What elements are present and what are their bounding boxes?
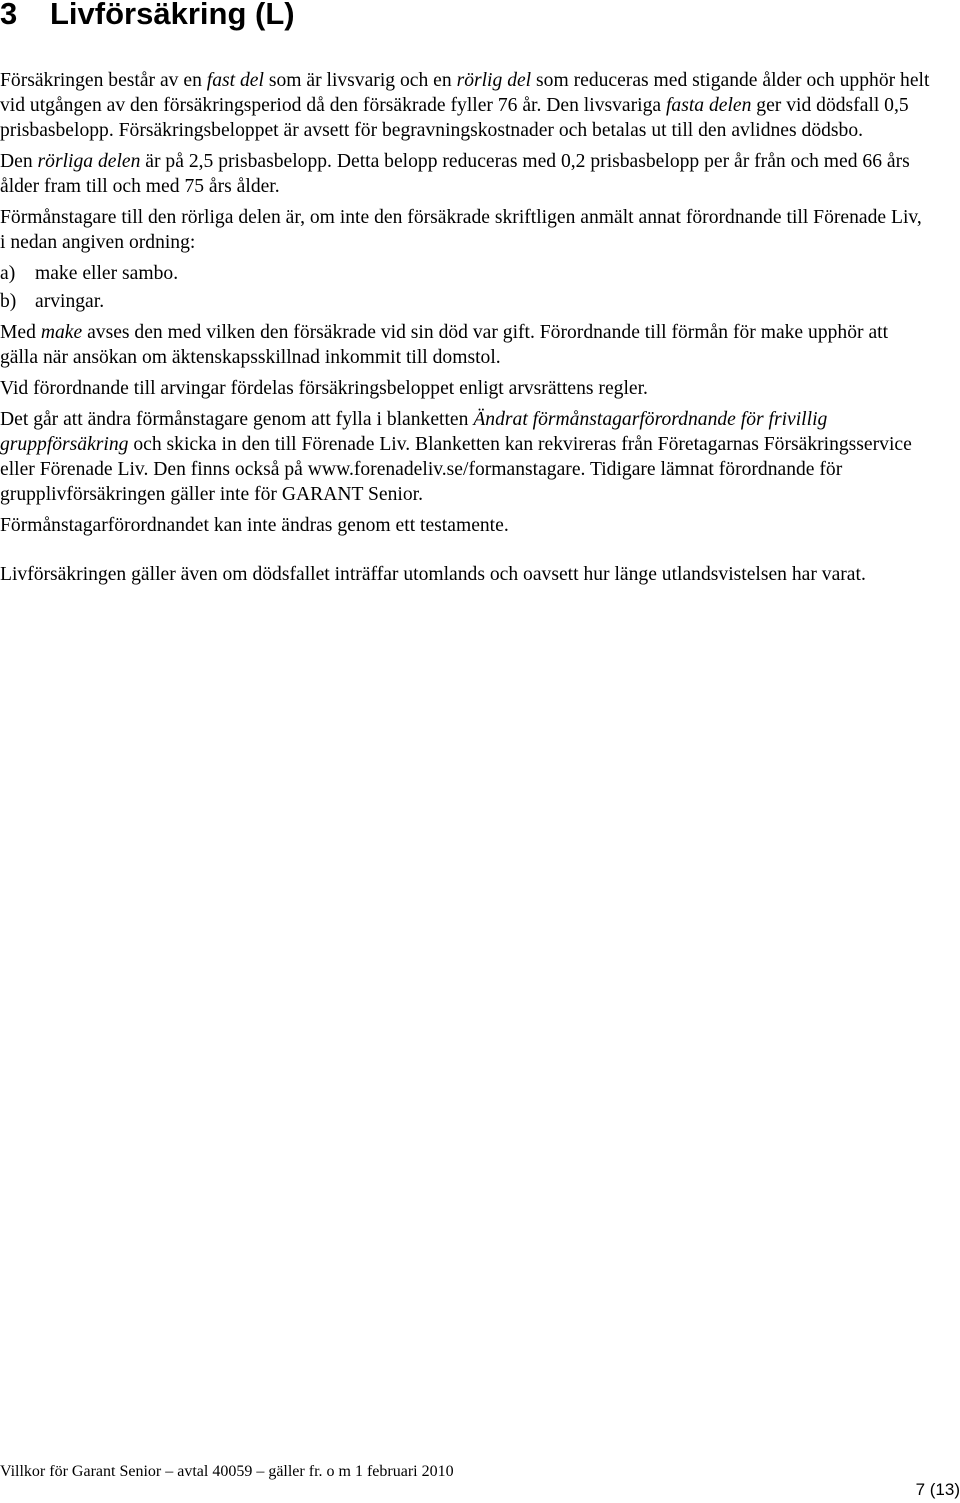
document-body	[0, 68, 930, 593]
list-item-text: arvingar.	[35, 291, 105, 312]
text-run: Med	[0, 322, 41, 343]
section-number: 3	[0, 0, 18, 31]
paragraph-testament: Förmånstagarförordnandet kan inte ändras genom ett testamente.	[0, 515, 509, 536]
emphasis-rorlig-del: rörlig del	[456, 70, 532, 91]
emphasis-fast-del: fast del	[206, 70, 264, 91]
page-number: 7 (13)	[915, 1480, 960, 1499]
emphasis-fasta-delen: fasta delen	[665, 95, 752, 116]
text-run: Den	[0, 151, 38, 172]
list-marker: a)	[0, 263, 16, 284]
paragraph-heirs-distribution: Vid förordnande till arvingar fördelas försäkringsbeloppet enligt arvsrättens regler.	[0, 378, 648, 399]
text-run: Det går att ändra förmånstagare genom att fylla i blanketten	[0, 409, 474, 430]
text-run: Försäkringen består av en	[0, 70, 207, 91]
section-heading	[0, 0, 295, 34]
paragraph-variable-part	[0, 149, 930, 199]
text-run: som är livsvarig och en	[263, 70, 457, 91]
text-run: som reduceras med stigande ålder och upphör helt vid utgången av den försäkringsperiod då den försäkrade fyller 76 år. Den livsvariga	[0, 70, 930, 116]
text-run: ger vid dödsfall 0,5 prisbasbelopp. Försäkringsbeloppet är avsett för begravningskostnader och betalas ut till den avlidnes dödsbo.	[0, 95, 909, 141]
text-run: och skicka in den till Förenade Liv. Blanketten kan rekvireras från Företagarnas Försäkringsservice eller Förenade Liv. Den finns också på www.forenadeliv.se/formanstagare. Tidigare lämnat förordnande för grupplivförsäkringen gäller inte för GARANT Senior.	[0, 434, 912, 505]
footer-text: Villkor för Garant Senior – avtal 40059 – gäller fr. o m 1 februari 2010	[0, 1463, 454, 1480]
list-marker: b)	[0, 291, 17, 312]
emphasis-make: make	[40, 322, 83, 343]
paragraph-abroad: Livförsäkringen gäller även om dödsfallet inträffar utomlands och oavsett hur länge utlandsvistelsen har varat.	[0, 564, 866, 585]
list-item	[0, 261, 930, 286]
emphasis-form-title: Ändrat förmånstagarförordnande för frivillig gruppförsäkring	[0, 409, 828, 455]
paragraph-spouse-definition	[0, 320, 930, 370]
paragraph-change-beneficiary	[0, 407, 930, 507]
section-title: Livförsäkring (L)	[50, 0, 295, 31]
paragraph-beneficiaries: Förmånstagare till den rörliga delen är, om inte den försäkrade skriftligen anmält annat förordnande till Förenade Liv, i nedan angiven ordning:	[0, 207, 922, 253]
emphasis-rorliga-delen: rörliga delen	[37, 151, 141, 172]
text-run: är på 2,5 prisbasbelopp. Detta belopp reduceras med 0,2 prisbasbelopp per år från och med 66 års ålder fram till och med 75 års ålder.	[0, 151, 910, 197]
list-item	[0, 289, 930, 314]
paragraph-insurance-parts	[0, 68, 930, 143]
text-run: avses den med vilken den försäkrade vid sin död var gift. Förordnande till förmån för make upphör att gälla när ansökan om äktenskapsskillnad inkommit till domstol.	[0, 322, 889, 368]
list-item-text: make eller sambo.	[35, 263, 179, 284]
